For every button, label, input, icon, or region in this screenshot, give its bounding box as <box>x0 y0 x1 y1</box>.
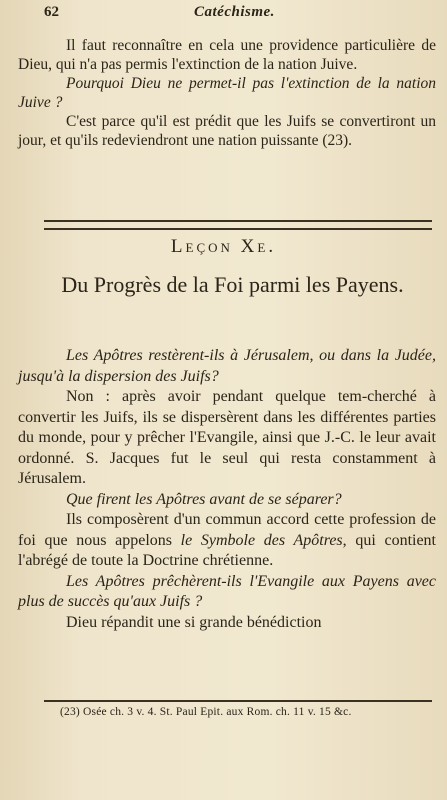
running-title: Catéchisme. <box>194 4 275 20</box>
question-paragraph: Les Apôtres restèrent-ils à Jérusalem, ou dans la Judée, jusqu'à la dispersion des Juifs? <box>18 347 436 385</box>
question-paragraph: Les Apôtres prêchèrent-ils l'Evangile aux Payens avec plus de succès qu'aux Juifs ? <box>18 572 436 610</box>
page-header <box>44 4 417 26</box>
lesson-body <box>18 346 436 633</box>
answer-paragraph: C'est parce qu'il est prédit que les Juifs se convertiront un jour, et qu'ils redeviendront une nation puissante (23). <box>18 113 436 149</box>
answer-paragraph: Il faut reconnaître en cela une providence particulière de Dieu, qui n'a pas permis l'extinction de la nation Juive. <box>18 37 436 73</box>
question-paragraph: Pourquoi Dieu ne permet-il pas l'extinction de la nation Juive ? <box>18 75 436 111</box>
footnote: (23) Osée ch. 3 v. 4. St. Paul Epit. aux Rom. ch. 11 v. 15 &c. <box>60 706 352 718</box>
page-number: 62 <box>44 4 59 20</box>
lesson-title: Du Progrès de la Foi parmi les Payens. <box>61 272 404 297</box>
section-divider <box>44 220 432 230</box>
question-paragraph: Que firent les Apôtres avant de se séparer? <box>66 490 342 508</box>
answer-paragraph: Dieu répandit une si grande bénédiction <box>66 613 322 631</box>
top-text-block <box>18 36 436 150</box>
lesson-label: Leçon Xe. <box>170 236 277 257</box>
footnote-divider <box>44 700 432 702</box>
answer-paragraph: Ils composèrent d'un commun accord cette profession de foi que nous appelons le Symbole des Apôtres, qui contient l'abrégé de toute la Doctrine chrétienne. <box>18 511 437 569</box>
answer-paragraph: Non : après avoir pendant quelque tem-cherché à convertir les Juifs, ils se dispersèrent dans les différentes parties du monde, pour y prêcher l'Evangile, ainsi que J.-C. le leur avait ordonné. S. Jacques fut le seul qui resta constamment à Jérusalem. <box>18 388 436 487</box>
